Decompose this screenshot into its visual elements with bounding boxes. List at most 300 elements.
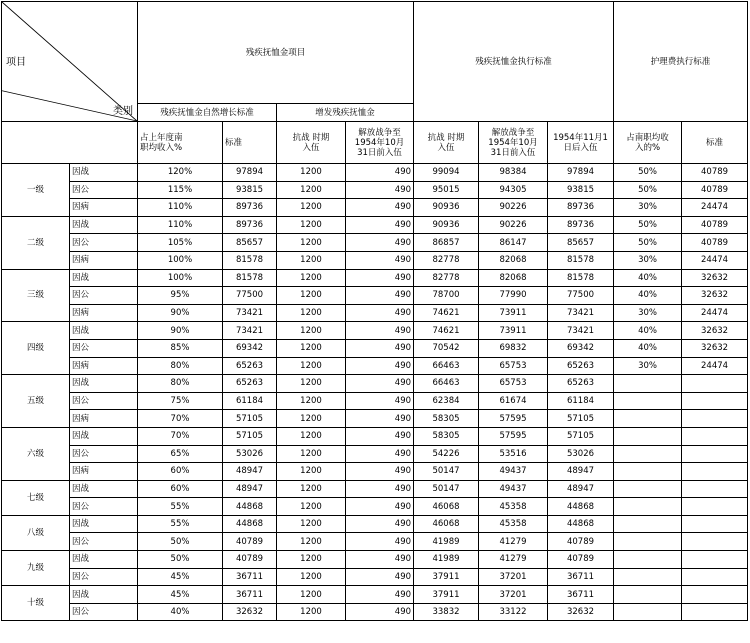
exec-after-1954-cell: 61184 [548, 392, 614, 410]
exec-liberation-cell: 86147 [479, 234, 548, 252]
liberation-bonus-cell: 490 [346, 357, 414, 375]
war-period-bonus-cell: 1200 [277, 427, 346, 445]
war-period-bonus-cell: 1200 [277, 533, 346, 551]
nursing-standard-cell: 24474 [682, 199, 748, 217]
exec-liberation-cell: 65753 [479, 375, 548, 393]
standard-cell: 97894 [223, 164, 277, 182]
nursing-standard-cell [682, 427, 748, 445]
war-period-bonus-cell: 1200 [277, 463, 346, 481]
nursing-ratio-cell [614, 568, 682, 586]
liberation-bonus-cell: 490 [346, 533, 414, 551]
ratio-cell: 80% [138, 357, 223, 375]
exec-war-cell: 41989 [414, 533, 479, 551]
nursing-standard-cell: 32632 [682, 269, 748, 287]
table-row [2, 339, 748, 357]
table-row [2, 392, 748, 410]
nursing-ratio-cell [614, 463, 682, 481]
nursing-standard-cell [682, 375, 748, 393]
war-period-bonus-cell: 1200 [277, 357, 346, 375]
standard-cell: 40789 [223, 533, 277, 551]
exec-war-cell: 99094 [414, 164, 479, 182]
table-row [2, 410, 748, 428]
standard-cell: 44868 [223, 498, 277, 516]
exec-war-cell: 66463 [414, 375, 479, 393]
natural-growth-header: 残疾抚恤金自然增长标准 [138, 104, 277, 122]
exec-war-cell: 74621 [414, 322, 479, 340]
exec-liberation-cell: 45358 [479, 515, 548, 533]
ratio-cell: 105% [138, 234, 223, 252]
nursing-standard-cell: 40789 [682, 164, 748, 182]
exec-war-cell: 54226 [414, 445, 479, 463]
war-period-bonus-cell: 1200 [277, 339, 346, 357]
category-cell: 因病 [70, 304, 138, 322]
nursing-standard-cell: 24474 [682, 357, 748, 375]
exec-after-1954-cell: 93815 [548, 181, 614, 199]
ratio-cell: 85% [138, 339, 223, 357]
nursing-ratio-column-header: 占南职均收 入的% [614, 122, 682, 164]
grade-label: 七级 [2, 480, 70, 515]
liberation-bonus-cell: 490 [346, 551, 414, 569]
standard-cell: 48947 [223, 480, 277, 498]
exec-liberation-cell: 69832 [479, 339, 548, 357]
standard-cell: 81578 [223, 251, 277, 269]
exec-liberation-cell: 90226 [479, 216, 548, 234]
category-cell: 因公 [70, 287, 138, 305]
exec-liberation-cell: 53516 [479, 445, 548, 463]
table-row [2, 287, 748, 305]
standard-cell: 65263 [223, 375, 277, 393]
nursing-standard-cell [682, 445, 748, 463]
category-label: 类别 [113, 106, 133, 117]
war-period-bonus-cell: 1200 [277, 322, 346, 340]
nursing-ratio-cell: 50% [614, 164, 682, 182]
standard-cell: 53026 [223, 445, 277, 463]
exec-liberation-cell: 73911 [479, 322, 548, 340]
war-period-bonus-cell: 1200 [277, 234, 346, 252]
nursing-ratio-cell [614, 445, 682, 463]
nursing-ratio-cell [614, 410, 682, 428]
liberation-bonus-cell: 490 [346, 586, 414, 604]
exec-after-1954-cell: 69342 [548, 339, 614, 357]
exec-liberation-cell: 94305 [479, 181, 548, 199]
ratio-cell: 110% [138, 216, 223, 234]
exec-liberation-cell: 98384 [479, 164, 548, 182]
nursing-ratio-cell: 30% [614, 251, 682, 269]
ratio-cell: 55% [138, 498, 223, 516]
standard-cell: 81578 [223, 269, 277, 287]
exec-liberation-cell: 41279 [479, 551, 548, 569]
standard-cell: 57105 [223, 410, 277, 428]
nursing-standard-cell: 32632 [682, 322, 748, 340]
exec-war-cell: 58305 [414, 410, 479, 428]
nursing-standard-cell [682, 586, 748, 604]
exec-liberation-cell: 33122 [479, 603, 548, 621]
category-cell: 因战 [70, 216, 138, 234]
liberation-bonus-cell: 490 [346, 164, 414, 182]
exec-liberation-cell: 41279 [479, 533, 548, 551]
category-cell: 因公 [70, 234, 138, 252]
exec-after-1954-cell: 57105 [548, 427, 614, 445]
exec-after-1954-cell: 89736 [548, 216, 614, 234]
grade-label: 十级 [2, 586, 70, 621]
nursing-ratio-cell: 40% [614, 322, 682, 340]
nursing-standard-cell [682, 533, 748, 551]
exec-after-1954-cell: 36711 [548, 568, 614, 586]
ratio-cell: 45% [138, 586, 223, 604]
war-period-bonus-cell: 1200 [277, 551, 346, 569]
table-row [2, 181, 748, 199]
after-1954-column-header: 1954年11月1 日后入伍 [548, 122, 614, 164]
nursing-standard-header: 护理费执行标准 [614, 2, 748, 122]
exec-liberation-cell: 49437 [479, 480, 548, 498]
nursing-standard-cell: 32632 [682, 287, 748, 305]
exec-war-cell: 90936 [414, 199, 479, 217]
standard-cell: 32632 [223, 603, 277, 621]
exec-after-1954-cell: 57105 [548, 410, 614, 428]
war-period-bonus-cell: 1200 [277, 445, 346, 463]
ratio-cell: 80% [138, 375, 223, 393]
category-cell: 因病 [70, 251, 138, 269]
standard-cell: 89736 [223, 199, 277, 217]
war-period-bonus-cell: 1200 [277, 181, 346, 199]
exec-liberation-cell: 45358 [479, 498, 548, 516]
ratio-cell: 40% [138, 603, 223, 621]
grade-label: 六级 [2, 427, 70, 480]
ratio-cell: 50% [138, 551, 223, 569]
exec-after-1954-cell: 44868 [548, 515, 614, 533]
category-cell: 因公 [70, 568, 138, 586]
standard-cell: 44868 [223, 515, 277, 533]
liberation-bonus-cell: 490 [346, 445, 414, 463]
nursing-ratio-cell [614, 515, 682, 533]
exec-war-cell: 41989 [414, 551, 479, 569]
war-period-bonus-cell: 1200 [277, 410, 346, 428]
nursing-ratio-cell [614, 603, 682, 621]
war-period-column-header: 抗战 时期 入伍 [277, 122, 346, 164]
exec-war-cell: 46068 [414, 498, 479, 516]
ratio-cell: 95% [138, 287, 223, 305]
table-row [2, 216, 748, 234]
standard-column-header: 标准 [223, 122, 277, 164]
exec-after-1954-cell: 65263 [548, 357, 614, 375]
liberation-column-header: 解放战争至 1954年10月 31日前入伍 [346, 122, 414, 164]
category-cell: 因战 [70, 375, 138, 393]
ratio-cell: 90% [138, 304, 223, 322]
pension-items-header: 残疾抚恤金项目 [138, 2, 414, 104]
table-row [2, 234, 748, 252]
ratio-cell: 70% [138, 427, 223, 445]
category-cell: 因战 [70, 322, 138, 340]
war-period-bonus-cell: 1200 [277, 392, 346, 410]
nursing-standard-cell: 40789 [682, 216, 748, 234]
category-cell: 因公 [70, 445, 138, 463]
nursing-ratio-cell [614, 586, 682, 604]
war-period-bonus-cell: 1200 [277, 586, 346, 604]
exec-war-cell: 62384 [414, 392, 479, 410]
exec-war-cell: 50147 [414, 463, 479, 481]
category-cell: 因战 [70, 551, 138, 569]
standard-cell: 48947 [223, 463, 277, 481]
exec-war-cell: 37911 [414, 568, 479, 586]
ratio-cell: 90% [138, 322, 223, 340]
exec-liberation-cell: 61674 [479, 392, 548, 410]
category-cell: 因公 [70, 181, 138, 199]
table-row [2, 251, 748, 269]
war-period-bonus-cell: 1200 [277, 603, 346, 621]
nursing-ratio-cell [614, 427, 682, 445]
category-cell: 因病 [70, 357, 138, 375]
table-row [2, 375, 748, 393]
ratio-cell: 50% [138, 533, 223, 551]
exec-liberation-cell: 37201 [479, 586, 548, 604]
table-row [2, 427, 748, 445]
category-cell: 因战 [70, 164, 138, 182]
exec-after-1954-cell: 97894 [548, 164, 614, 182]
exec-after-1954-cell: 48947 [548, 463, 614, 481]
category-cell: 因战 [70, 269, 138, 287]
nursing-ratio-cell: 40% [614, 339, 682, 357]
grade-label: 一级 [2, 164, 70, 217]
exec-war-cell: 90936 [414, 216, 479, 234]
table-row [2, 357, 748, 375]
standard-cell: 40789 [223, 551, 277, 569]
nursing-ratio-cell: 30% [614, 304, 682, 322]
liberation-bonus-cell: 490 [346, 515, 414, 533]
liberation-bonus-cell: 490 [346, 304, 414, 322]
category-cell: 因战 [70, 586, 138, 604]
liberation-bonus-cell: 490 [346, 463, 414, 481]
nursing-standard-cell [682, 568, 748, 586]
nursing-ratio-cell [614, 480, 682, 498]
ratio-cell: 70% [138, 410, 223, 428]
ratio-cell: 110% [138, 199, 223, 217]
liberation-bonus-cell: 490 [346, 339, 414, 357]
exec-war-cell: 78700 [414, 287, 479, 305]
exec-war-cell: 95015 [414, 181, 479, 199]
exec-after-1954-cell: 40789 [548, 533, 614, 551]
ratio-cell: 120% [138, 164, 223, 182]
diagonal-continuation [2, 122, 138, 164]
category-cell: 因战 [70, 480, 138, 498]
war-period-bonus-cell: 1200 [277, 269, 346, 287]
exec-war-cell: 70542 [414, 339, 479, 357]
nursing-ratio-cell: 50% [614, 234, 682, 252]
nursing-ratio-cell: 40% [614, 269, 682, 287]
exec-war-column-header: 抗战 时期 入伍 [414, 122, 479, 164]
war-period-bonus-cell: 1200 [277, 498, 346, 516]
nursing-standard-cell: 32632 [682, 339, 748, 357]
exec-after-1954-cell: 32632 [548, 603, 614, 621]
nursing-ratio-cell [614, 392, 682, 410]
grade-label: 三级 [2, 269, 70, 322]
nursing-ratio-cell: 50% [614, 216, 682, 234]
standard-cell: 93815 [223, 181, 277, 199]
standard-cell: 69342 [223, 339, 277, 357]
nursing-ratio-cell: 30% [614, 199, 682, 217]
execution-standard-header: 残疾抚恤金执行标准 [414, 2, 614, 122]
nursing-ratio-cell [614, 375, 682, 393]
exec-liberation-column-header: 解放战争至 1954年10月 31日前入伍 [479, 122, 548, 164]
standard-cell: 36711 [223, 586, 277, 604]
table-row [2, 164, 748, 182]
standard-cell: 36711 [223, 568, 277, 586]
nursing-ratio-cell: 50% [614, 181, 682, 199]
table-row [2, 551, 748, 569]
exec-after-1954-cell: 65263 [548, 375, 614, 393]
ratio-cell: 45% [138, 568, 223, 586]
standard-cell: 77500 [223, 287, 277, 305]
nursing-standard-cell [682, 392, 748, 410]
liberation-bonus-cell: 490 [346, 234, 414, 252]
exec-after-1954-cell: 44868 [548, 498, 614, 516]
standard-cell: 89736 [223, 216, 277, 234]
ratio-cell: 115% [138, 181, 223, 199]
table-row [2, 498, 748, 516]
table-row [2, 586, 748, 604]
grade-label: 九级 [2, 551, 70, 586]
standard-cell: 85657 [223, 234, 277, 252]
standard-cell: 65263 [223, 357, 277, 375]
exec-war-cell: 86857 [414, 234, 479, 252]
exec-war-cell: 66463 [414, 357, 479, 375]
item-label: 项目 [6, 57, 26, 68]
exec-after-1954-cell: 85657 [548, 234, 614, 252]
category-cell: 因公 [70, 392, 138, 410]
ratio-cell: 60% [138, 480, 223, 498]
standard-cell: 73421 [223, 304, 277, 322]
nursing-ratio-cell [614, 551, 682, 569]
exec-war-cell: 46068 [414, 515, 479, 533]
exec-after-1954-cell: 40789 [548, 551, 614, 569]
exec-after-1954-cell: 81578 [548, 251, 614, 269]
war-period-bonus-cell: 1200 [277, 216, 346, 234]
nursing-standard-cell [682, 480, 748, 498]
category-cell: 因战 [70, 515, 138, 533]
nursing-standard-cell [682, 603, 748, 621]
liberation-bonus-cell: 490 [346, 199, 414, 217]
liberation-bonus-cell: 490 [346, 216, 414, 234]
nursing-ratio-cell [614, 533, 682, 551]
exec-liberation-cell: 82068 [479, 251, 548, 269]
ratio-cell: 100% [138, 251, 223, 269]
ratio-cell: 75% [138, 392, 223, 410]
exec-war-cell: 50147 [414, 480, 479, 498]
war-period-bonus-cell: 1200 [277, 251, 346, 269]
liberation-bonus-cell: 490 [346, 251, 414, 269]
war-period-bonus-cell: 1200 [277, 480, 346, 498]
nursing-ratio-cell [614, 498, 682, 516]
liberation-bonus-cell: 490 [346, 480, 414, 498]
exec-liberation-cell: 37201 [479, 568, 548, 586]
exec-liberation-cell: 49437 [479, 463, 548, 481]
table-row [2, 603, 748, 621]
exec-liberation-cell: 73911 [479, 304, 548, 322]
exec-after-1954-cell: 48947 [548, 480, 614, 498]
exec-after-1954-cell: 81578 [548, 269, 614, 287]
table-row [2, 515, 748, 533]
war-period-bonus-cell: 1200 [277, 304, 346, 322]
corner-diagonal-header [2, 2, 138, 122]
liberation-bonus-cell: 490 [346, 269, 414, 287]
category-cell: 因病 [70, 463, 138, 481]
nursing-standard-cell [682, 498, 748, 516]
ratio-cell: 100% [138, 269, 223, 287]
liberation-bonus-cell: 490 [346, 392, 414, 410]
grade-label: 八级 [2, 515, 70, 550]
category-cell: 因公 [70, 533, 138, 551]
table-row [2, 304, 748, 322]
exec-war-cell: 58305 [414, 427, 479, 445]
liberation-bonus-cell: 490 [346, 410, 414, 428]
liberation-bonus-cell: 490 [346, 375, 414, 393]
nursing-standard-cell: 40789 [682, 234, 748, 252]
liberation-bonus-cell: 490 [346, 427, 414, 445]
grade-label: 四级 [2, 322, 70, 375]
table-row [2, 445, 748, 463]
category-cell: 因病 [70, 410, 138, 428]
table-row [2, 480, 748, 498]
war-period-bonus-cell: 1200 [277, 287, 346, 305]
liberation-bonus-cell: 490 [346, 287, 414, 305]
table-row [2, 568, 748, 586]
table-body [2, 164, 748, 621]
exec-after-1954-cell: 36711 [548, 586, 614, 604]
nursing-ratio-cell: 40% [614, 287, 682, 305]
grade-label: 五级 [2, 375, 70, 428]
nursing-standard-cell: 40789 [682, 181, 748, 199]
war-period-bonus-cell: 1200 [277, 199, 346, 217]
exec-liberation-cell: 90226 [479, 199, 548, 217]
exec-war-cell: 82778 [414, 251, 479, 269]
war-period-bonus-cell: 1200 [277, 515, 346, 533]
table-row [2, 533, 748, 551]
liberation-bonus-cell: 490 [346, 568, 414, 586]
table-row [2, 463, 748, 481]
table-row [2, 269, 748, 287]
table-row [2, 322, 748, 340]
liberation-bonus-cell: 490 [346, 498, 414, 516]
nursing-ratio-cell: 30% [614, 357, 682, 375]
war-period-bonus-cell: 1200 [277, 164, 346, 182]
exec-liberation-cell: 77990 [479, 287, 548, 305]
standard-cell: 73421 [223, 322, 277, 340]
liberation-bonus-cell: 490 [346, 603, 414, 621]
additional-pension-header: 增发残疾抚恤金 [277, 104, 414, 122]
nursing-standard-cell [682, 515, 748, 533]
exec-after-1954-cell: 77500 [548, 287, 614, 305]
pension-table [1, 1, 748, 621]
category-cell: 因战 [70, 427, 138, 445]
liberation-bonus-cell: 490 [346, 322, 414, 340]
exec-liberation-cell: 57595 [479, 410, 548, 428]
category-cell: 因公 [70, 498, 138, 516]
ratio-cell: 60% [138, 463, 223, 481]
nursing-standard-cell [682, 410, 748, 428]
standard-cell: 57105 [223, 427, 277, 445]
nursing-standard-cell [682, 551, 748, 569]
liberation-bonus-cell: 490 [346, 181, 414, 199]
table-row [2, 199, 748, 217]
exec-after-1954-cell: 73421 [548, 304, 614, 322]
war-period-bonus-cell: 1200 [277, 568, 346, 586]
ratio-cell: 55% [138, 515, 223, 533]
exec-war-cell: 82778 [414, 269, 479, 287]
category-cell: 因病 [70, 199, 138, 217]
nursing-standard-cell: 24474 [682, 304, 748, 322]
exec-war-cell: 33832 [414, 603, 479, 621]
exec-liberation-cell: 57595 [479, 427, 548, 445]
exec-liberation-cell: 82068 [479, 269, 548, 287]
